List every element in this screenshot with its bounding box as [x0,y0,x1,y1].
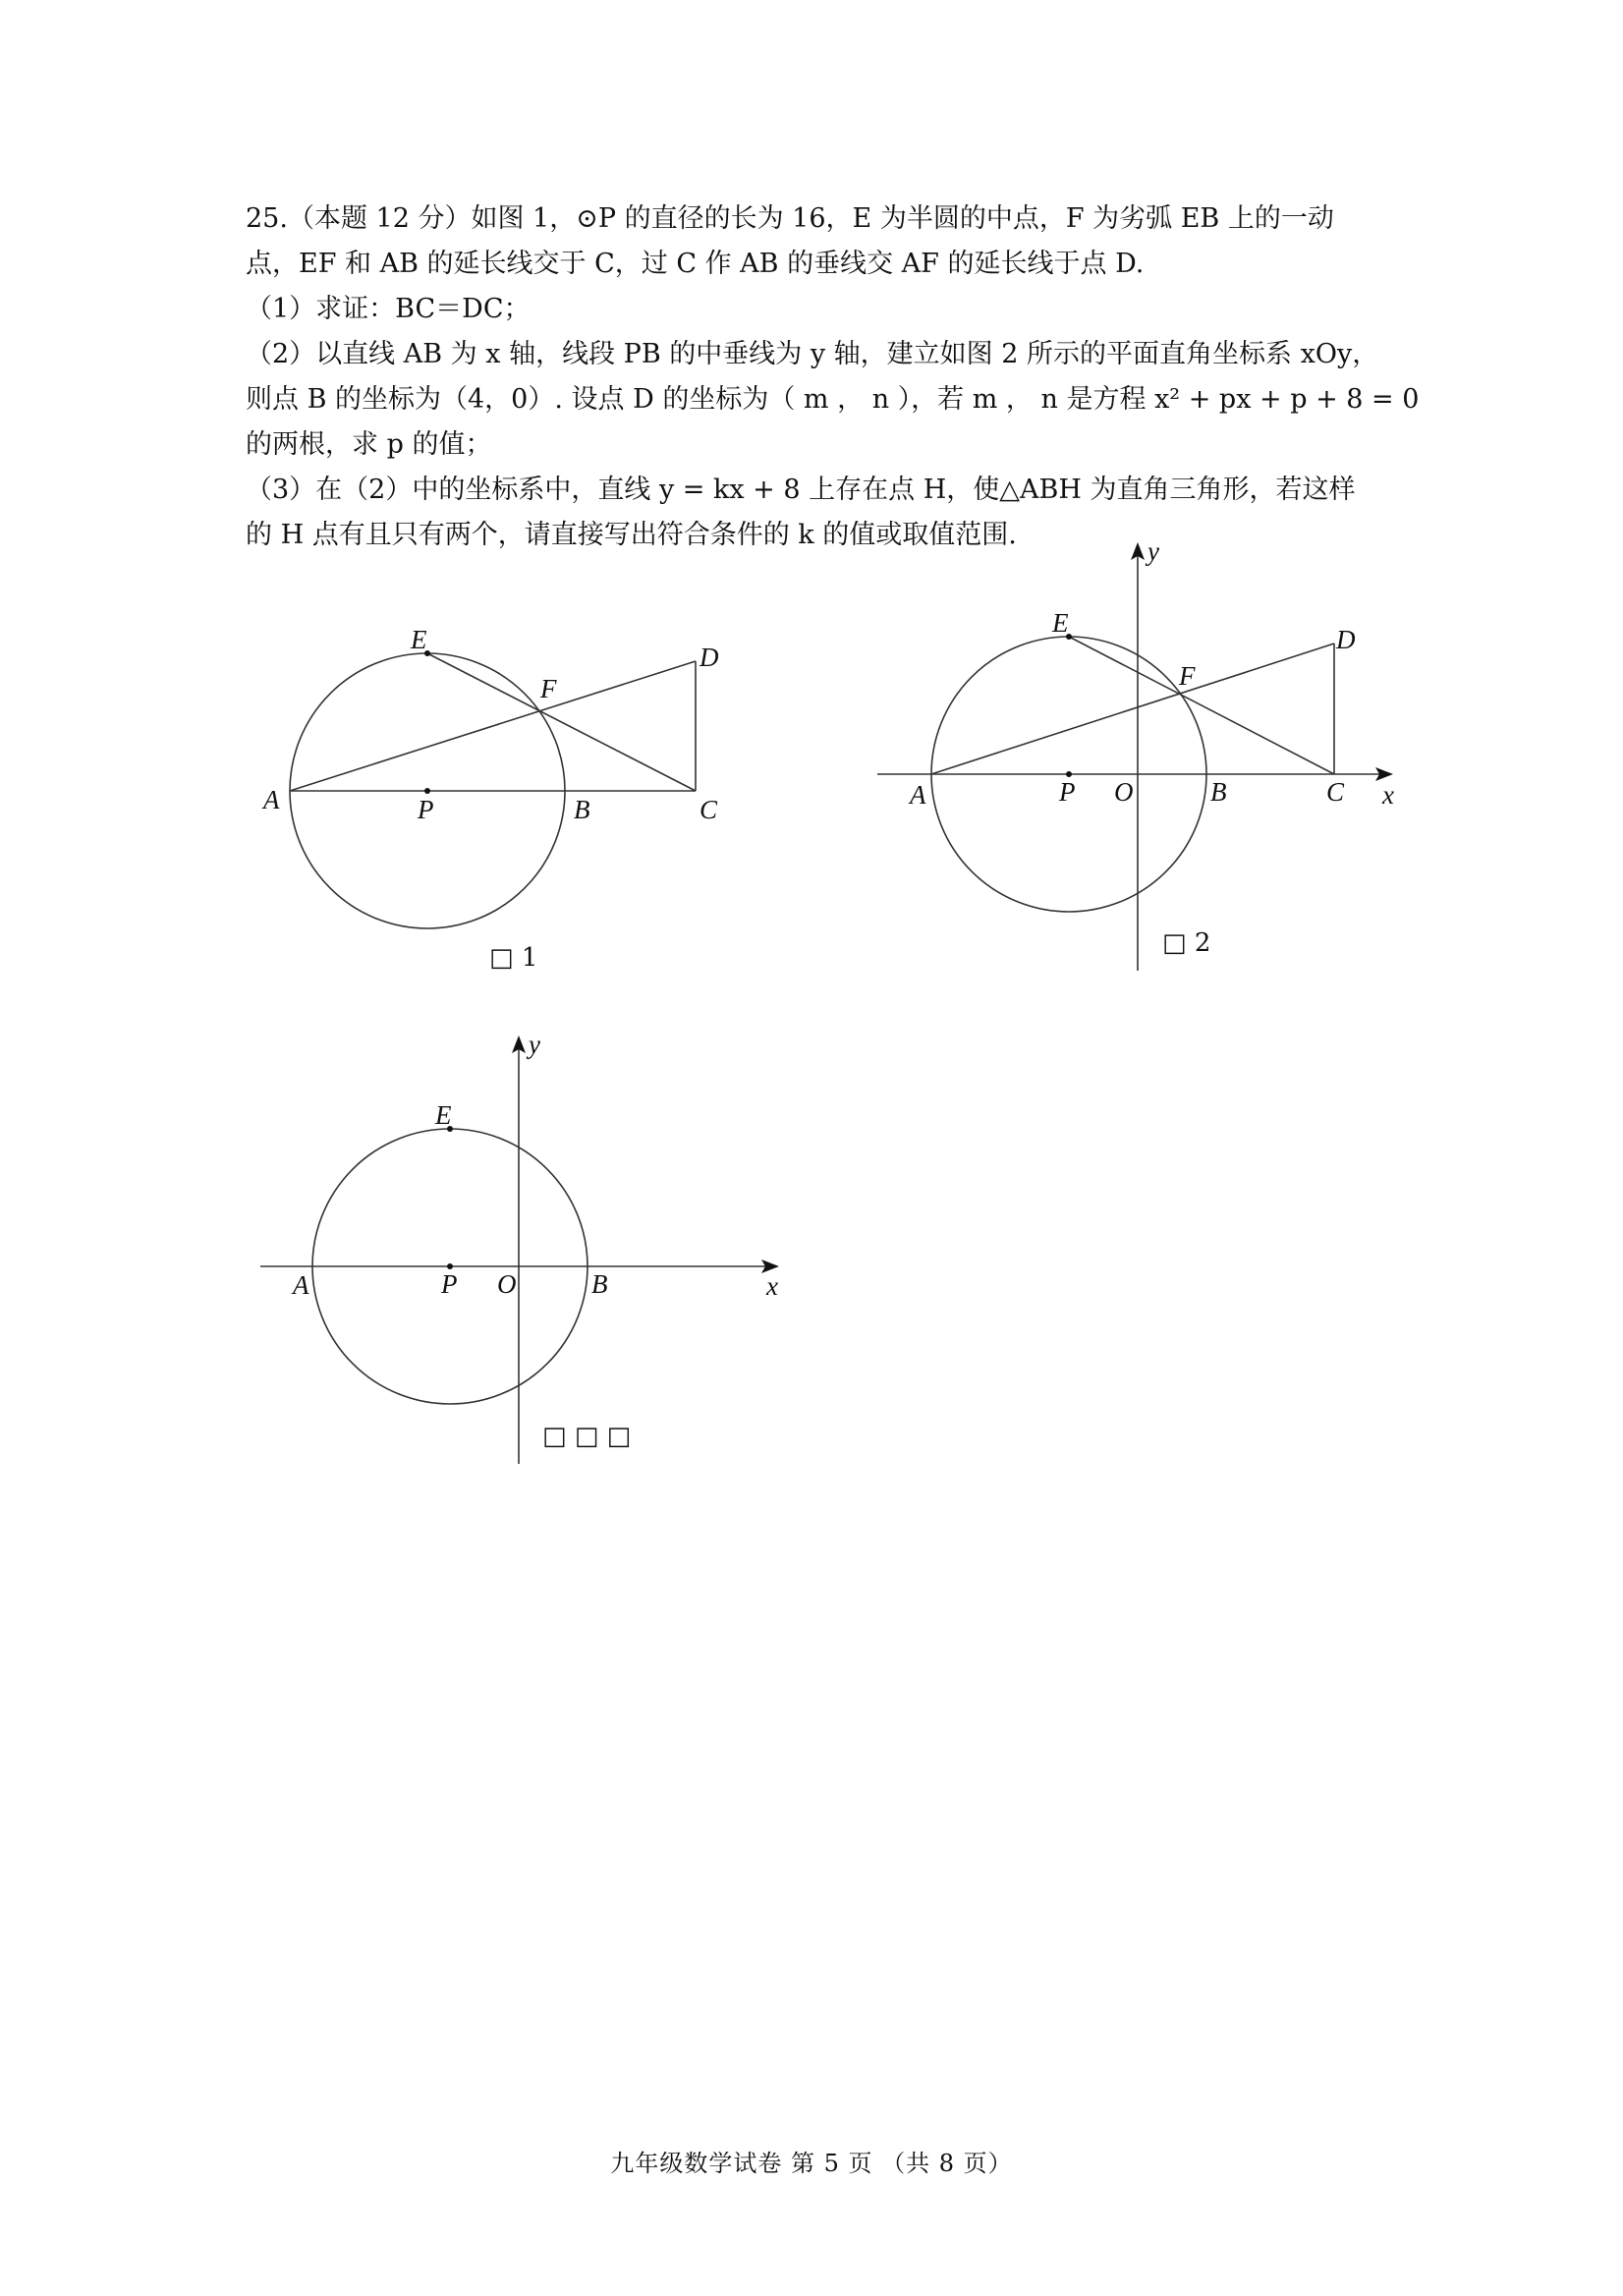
fig3-label-b: B [591,1269,608,1299]
fig2-label-a: A [910,780,926,810]
fig1-label-f: F [540,674,557,703]
fig1-label-c: C [700,795,718,824]
fig3-caption: □ □ □ [542,1422,632,1451]
fig2-label-x: x [1382,780,1394,810]
fig3-label-y: y [529,1030,540,1059]
fig1-label-b: B [574,795,590,824]
fig2-label-d: D [1336,625,1356,654]
fig1-label-a: A [263,785,280,814]
problem-part-3-line-2: 的 H 点有且只有两个，请直接写出符合条件的 k 的值或取值范围. [246,520,1017,550]
fig3-label-a: A [293,1270,309,1300]
problem-part-2-line-2: 则点 B 的坐标为（4，0）. 设点 D 的坐标为（ m ， n ），若 m ， n 是方程 x² + px + p + 8 = 0 [246,384,1420,415]
fig2-label-c: C [1326,777,1345,807]
fig3-label-o: O [497,1269,517,1299]
problem-part-1: （1）求证：BC＝DC； [246,294,531,324]
fig3-label-x: x [766,1271,778,1301]
problem-part-3-line-1: （3）在（2）中的坐标系中，直线 y = kx + 8 上存在点 H，使△ABH 为直角三角形，若这样 [246,475,1356,505]
fig2-label-o: O [1114,777,1134,807]
fig1-label-e: E [411,625,427,654]
fig2-label-y: y [1147,536,1159,566]
fig2-label-f: F [1179,661,1196,691]
page-footer: 九年级数学试卷 第 5 页 （共 8 页） [610,2150,1013,2177]
fig1-label-p: P [418,795,434,824]
fig3-label-e: E [435,1100,452,1130]
fig1-caption: □ 1 [489,943,538,973]
problem-line-2: 点，EF 和 AB 的延长线交于 C，过 C 作 AB 的垂线交 AF 的延长线于点 D. [246,249,1145,279]
fig2-label-b: B [1210,777,1227,807]
problem-part-2-line-3: 的两根，求 p 的值； [246,429,492,460]
fig2-caption: □ 2 [1162,928,1211,958]
problem-line-1: 25.（本题 12 分）如图 1，⊙P 的直径的长为 16，E 为半圆的中点，F 为劣弧 EB 上的一动 [246,203,1334,234]
fig2-label-e: E [1052,608,1069,638]
fig1-label-d: D [700,643,719,672]
fig3-label-p: P [441,1269,458,1299]
fig2-label-p: P [1059,777,1076,807]
problem-part-2-line-1: （2）以直线 AB 为 x 轴，线段 PB 的中垂线为 y 轴，建立如图 2 所示的平面直角坐标系 xOy， [246,339,1379,369]
